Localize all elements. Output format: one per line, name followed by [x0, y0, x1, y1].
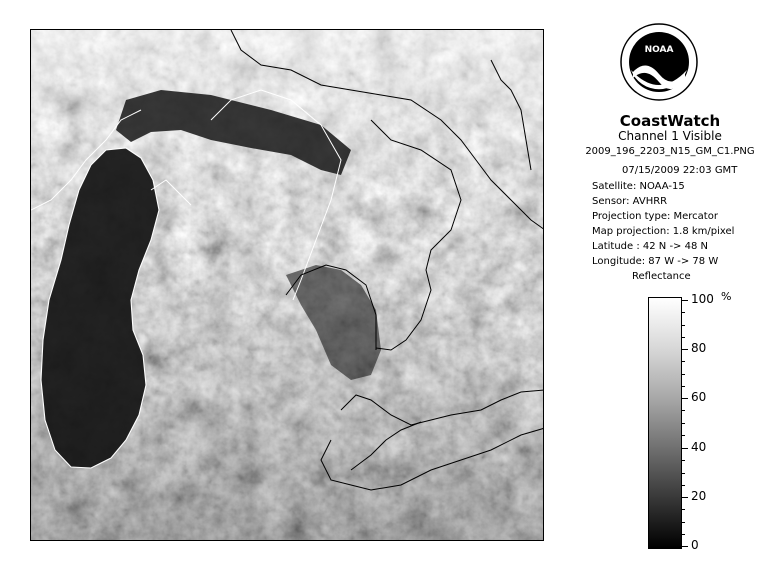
colorbar-minor-tick	[682, 435, 685, 436]
channel-label: Channel 1 Visible	[618, 129, 722, 143]
colorbar-tick-label: 0	[691, 538, 699, 552]
colorbar-minor-tick	[682, 361, 685, 362]
colorbar-title: Reflectance	[632, 271, 691, 282]
colorbar-minor-tick	[682, 337, 685, 338]
colorbar-tick	[682, 300, 688, 301]
brand-title: CoastWatch	[619, 112, 721, 130]
latitude-label: Latitude : 42 N -> 48 N	[592, 241, 708, 252]
colorbar-tick-label: 40	[691, 440, 707, 454]
satellite-map	[30, 29, 544, 541]
sensor-label: Sensor: AVHRR	[592, 196, 668, 207]
colorbar-minor-tick	[682, 374, 685, 375]
noaa-logo-icon	[619, 22, 699, 102]
colorbar-tick-label: 80	[691, 341, 707, 355]
noaa-logo	[619, 22, 699, 102]
colorbar-tick	[682, 546, 688, 547]
colorbar-minor-tick	[682, 325, 685, 326]
colorbar-minor-tick	[682, 534, 685, 535]
longitude-label: Longitude: 87 W -> 78 W	[592, 256, 719, 267]
colorbar-tick	[682, 349, 688, 350]
colorbar-minor-tick	[682, 312, 685, 313]
colorbar-unit: %	[721, 290, 732, 303]
colorbar-tick-label: 100	[691, 292, 714, 306]
colorbar-minor-tick	[682, 410, 685, 411]
colorbar-minor-tick	[682, 423, 685, 424]
satellite-image	[31, 30, 544, 541]
colorbar-tick-label: 60	[691, 390, 707, 404]
colorbar-tick-label: 20	[691, 489, 707, 503]
colorbar-tick	[682, 398, 688, 399]
colorbar-tick	[682, 448, 688, 449]
projection-type-label: Projection type: Mercator	[592, 211, 718, 222]
colorbar-minor-tick	[682, 509, 685, 510]
satellite-label: Satellite: NOAA-15	[592, 181, 685, 192]
logo-text: NOAA	[644, 45, 674, 55]
reflectance-colorbar	[648, 297, 682, 549]
filename-label: 2009_196_2203_N15_GM_C1.PNG	[585, 146, 755, 157]
map-projection-label: Map projection: 1.8 km/pixel	[592, 226, 735, 237]
colorbar-minor-tick	[682, 522, 685, 523]
colorbar-minor-tick	[682, 473, 685, 474]
colorbar-tick	[682, 497, 688, 498]
datetime-label: 07/15/2009 22:03 GMT	[622, 165, 738, 176]
colorbar-minor-tick	[682, 386, 685, 387]
colorbar-minor-tick	[682, 460, 685, 461]
colorbar-minor-tick	[682, 485, 685, 486]
